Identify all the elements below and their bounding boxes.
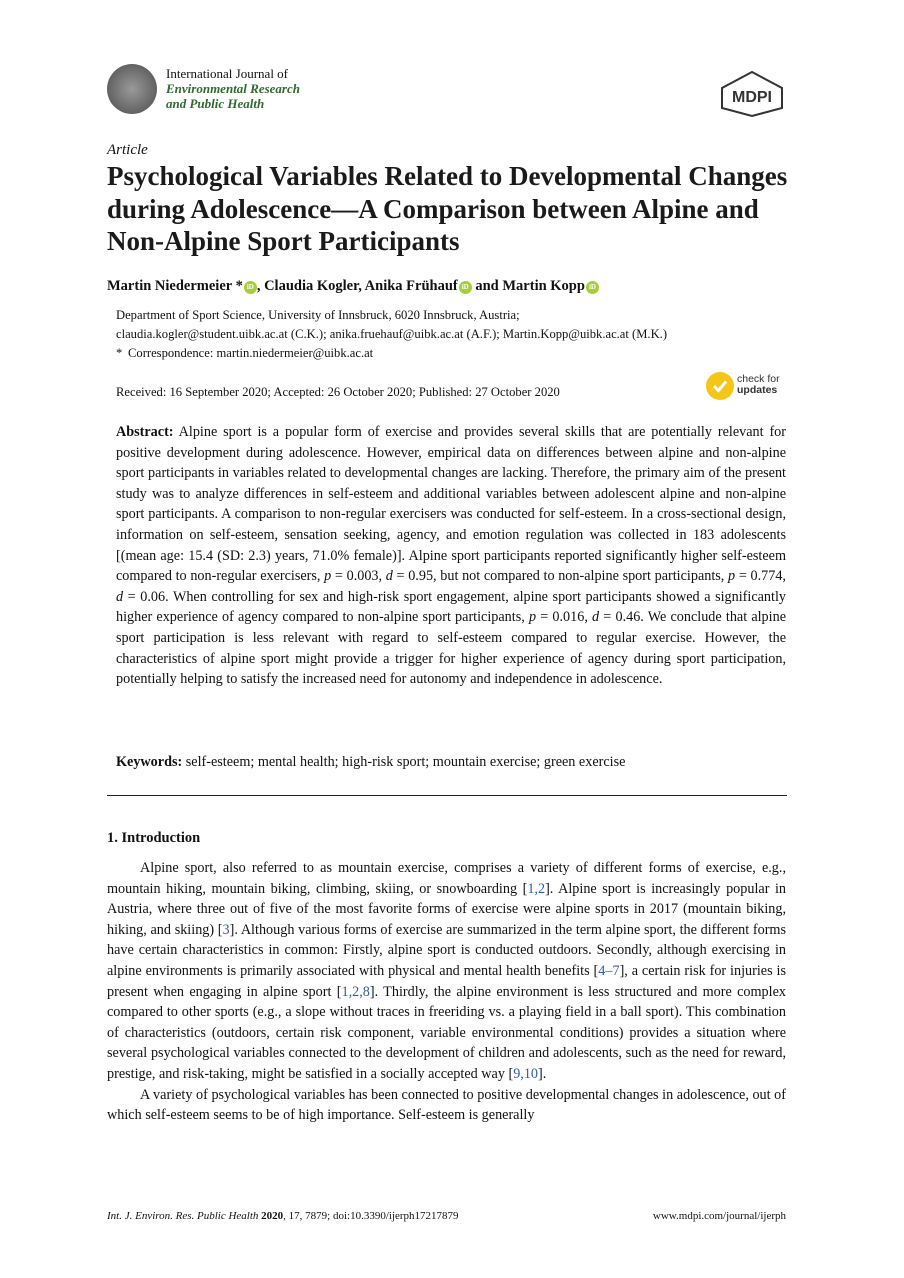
abstract-text: = 0.016, xyxy=(536,609,593,626)
author-1: Martin Niedermeier * xyxy=(107,278,243,294)
abstract-text: = 0.774, xyxy=(735,568,786,585)
stat-symbol: p xyxy=(728,568,736,585)
stat-symbol: p xyxy=(324,568,332,585)
journal-url[interactable]: www.mdpi.com/journal/ijerph xyxy=(652,1210,786,1222)
paragraph: A variety of psychological variables has been connected to positive developmental changes in adolescence, out of which self-esteem seems to be of high importance. Self-esteem is generally xyxy=(107,1086,786,1124)
journal-name xyxy=(166,66,300,111)
authors-middle: , Claudia Kogler, Anika Frühauf xyxy=(256,278,458,294)
publication-dates: Received: 16 September 2020; Accepted: 26 October 2020; Published: 27 October 2020 xyxy=(116,385,560,399)
orcid-icon[interactable]: iD xyxy=(459,281,472,294)
check-updates-text xyxy=(737,374,780,396)
stat-symbol: d xyxy=(592,609,600,626)
abstract-text: Alpine sport is a popular form of exercise and provides several skills that are potentially relevant for positive development during adolescence. However, empirical data on differences between alpine and non-alpine sport participants in variables related to developmental changes are lacking. Therefore, the primary aim of the present study was to analyze differences in self-esteem and additional variables between adolescent alpine and non-alpine sport participants. A comparison to non-regular exercisers was conducted for self-esteem. In a cross-sectional design, information on self-esteem, sensation seeking, agency, and emotion regulation was collected in 183 adolescents [(mean age: 15.4 (SD: 2.3) years, 71.0% female)]. Alpine sport participants reported significantly higher self-esteem compared to non-regular exercisers, xyxy=(116,424,786,585)
citation-link[interactable]: 1,2 xyxy=(527,880,546,897)
footer-year: 2020 xyxy=(258,1210,284,1222)
paragraph-text: ]. Thirdly, the alpine environment is less structured and more complex compared to other sports (e.g., a slope without traces in freeriding vs. a playing field in a ball sport). This combination of characteristics (outdoors, certain risk component, variable environmental conditions) provides a situation where several psychological variables connected to the development of children and adolescents, such as the need for reward, prestige, and risk-taking, might be satisfied in a socially accepted way [ xyxy=(107,983,786,1082)
abstract xyxy=(116,422,786,690)
footer-citation: , 17, 7879; doi:10.3390/ijerph17217879 xyxy=(283,1210,459,1222)
stat-symbol: p xyxy=(528,609,537,626)
section-heading: 1. Introduction xyxy=(107,830,201,846)
abstract-text: = 0.46. We conclude that alpine sport participation is less relevant with regard to self-esteem compared to regular exercise. However, the characteristics of alpine sport might provide a trigger for higher experience of agency during sport participation, potentially helping to satisfy the increased need for autonomy and independence in adolescence. xyxy=(116,609,786,688)
journal-name-line2: Environmental Research xyxy=(166,81,300,96)
affiliation-block xyxy=(116,306,667,363)
citation-link[interactable]: 1,2,8 xyxy=(341,983,370,1000)
section-divider xyxy=(107,795,787,796)
paragraph-text: ]. Although various forms of exercise are summarized in the term alpine sport, the different forms have certain characteristics in common: Firstly, alpine sport is conducted outdoors. Secondly, although exercising in alpine environments is primarily associated with physical and mental health benefits [ xyxy=(107,921,786,979)
citation-link[interactable]: 9,10 xyxy=(513,1065,539,1082)
author-last: and Martin Kopp xyxy=(471,278,585,294)
journal-name-line1: International Journal of xyxy=(166,66,289,81)
keywords-text: self-esteem; mental health; high-risk sport; mountain exercise; green exercise xyxy=(182,754,626,770)
author-emails: claudia.kogler@student.uibk.ac.at (C.K.); anika.fruehauf@uibk.ac.at (A.F.); Martin.Kopp@uibk.ac.at (M.K.) xyxy=(116,327,668,341)
paragraph-text: ], a certain risk for injuries is present when engaging in alpine sport [ xyxy=(107,962,786,1000)
stat-symbol: d xyxy=(116,588,124,605)
orcid-icon[interactable]: iD xyxy=(586,281,599,294)
abstract-label: Abstract: xyxy=(116,424,174,440)
keywords xyxy=(116,752,786,772)
abstract-text: = 0.003, xyxy=(331,568,386,585)
journal-abbrev: Int. J. Environ. Res. Public Health xyxy=(107,1210,259,1222)
citation-link[interactable]: 4–7 xyxy=(598,962,620,979)
check-updates-line1: check for xyxy=(737,373,780,385)
paragraph-text: ]. Alpine sport is increasingly popular in Austria, where three out of five of the most favorite forms of exercise were alpine sports in 2017 (mountain biking, hiking, and skiing) [ xyxy=(107,880,786,938)
check-updates-icon xyxy=(706,372,734,400)
paragraph-text: Alpine sport, also referred to as mountain exercise, comprises a variety of different forms of exercise, e.g., mountain hiking, mountain biking, climbing, skiing, or snowboarding [ xyxy=(107,860,786,897)
citation-footer xyxy=(107,1210,459,1222)
introduction-body xyxy=(107,858,786,1126)
keywords-label: Keywords: xyxy=(116,754,183,770)
article-type: Article xyxy=(107,142,148,158)
stat-symbol: d xyxy=(385,568,393,585)
author-list xyxy=(107,278,599,295)
citation-link[interactable]: 3 xyxy=(222,921,230,938)
affiliation-line: Department of Sport Science, University of Innsbruck, 6020 Innsbruck, Austria; xyxy=(116,308,520,322)
journal-logo xyxy=(107,64,157,114)
correspondence-star: * xyxy=(116,346,123,360)
correspondence-email: Correspondence: martin.niedermeier@uibk.ac.at xyxy=(128,346,374,360)
article-title: Psychological Variables Related to Developmental Changes during Adolescence—A Comparison between Alpine and Non-Alpine Sport Participants xyxy=(107,161,788,256)
abstract-text: = 0.95, but not compared to non-alpine sport participants, xyxy=(392,568,729,585)
check-for-updates-badge[interactable] xyxy=(706,372,788,402)
correspondence xyxy=(116,344,667,363)
orcid-icon[interactable]: iD xyxy=(244,281,257,294)
journal-name-line3: and Public Health xyxy=(166,96,265,111)
check-updates-line2: updates xyxy=(737,384,778,396)
abstract-text: = 0.06. When controlling for sex and high-risk sport engagement, alpine sport participants showed a significantly higher experience of agency compared to non-alpine sport participants, xyxy=(116,588,786,626)
mdpi-logo xyxy=(718,70,786,118)
publisher-name: MDPI xyxy=(732,89,772,106)
paragraph xyxy=(107,858,786,1085)
paragraph-text: ]. xyxy=(538,1065,547,1082)
